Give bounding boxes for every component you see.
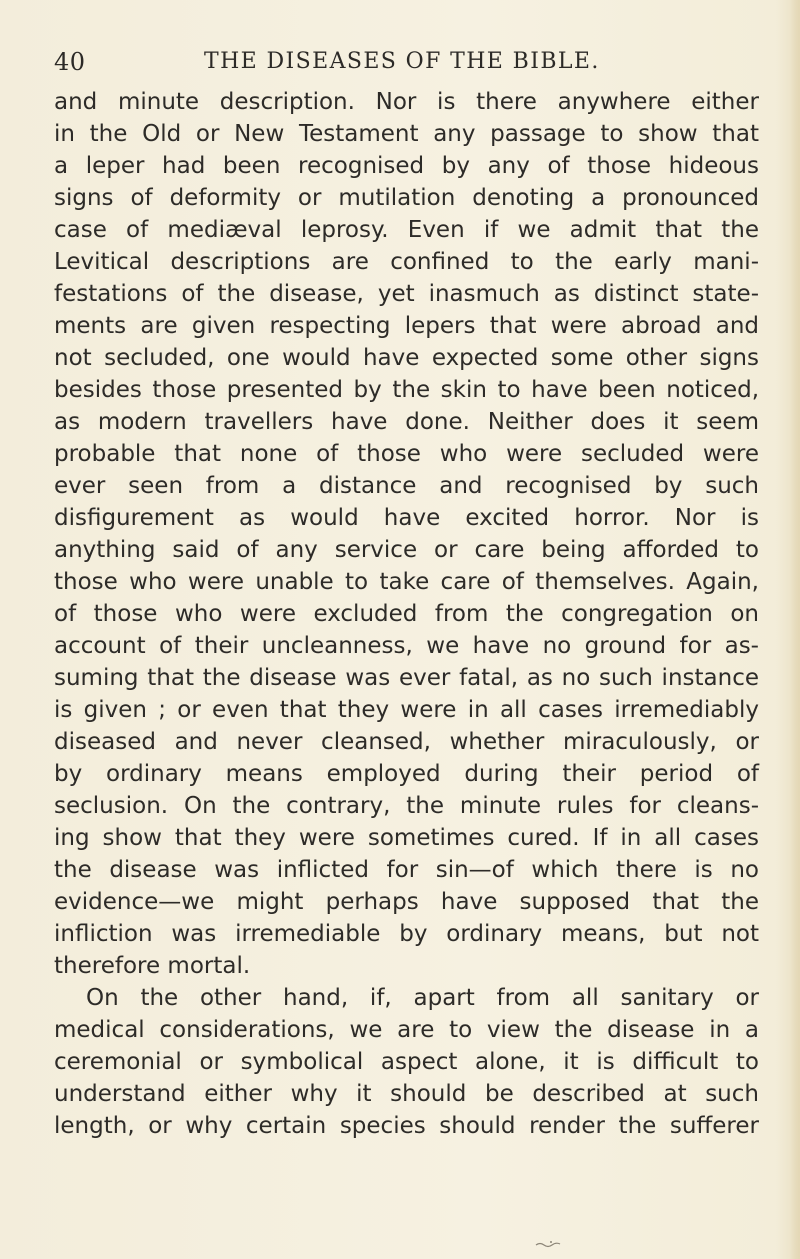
text-line: length, or why certain species should render the sufferer <box>54 1113 759 1139</box>
text-line: besides those presented by the skin to have been noticed, <box>54 377 759 403</box>
text-line: suming that the disease was ever fatal, as no such instance <box>54 665 759 691</box>
text-line: ceremonial or symbolical aspect alone, it is difficult to <box>54 1049 759 1075</box>
text-line: the disease was inflicted for sin—of which there is no <box>54 857 759 883</box>
text-line: understand either why it should be described at such <box>54 1081 759 1107</box>
page-header <box>54 48 759 82</box>
text-line: therefore mortal. <box>54 953 251 979</box>
running-head: THE DISEASES OF THE BIBLE. <box>204 49 600 74</box>
text-line: infliction was irremediable by ordinary means, but not <box>54 921 759 947</box>
text-line: festations of the disease, yet inasmuch as distinct state- <box>54 281 759 307</box>
text-line: account of their uncleanness, we have no ground for as- <box>54 633 759 659</box>
text-line: Levitical descriptions are confined to the early mani- <box>54 249 759 275</box>
text-line: evidence—we might perhaps have supposed that the <box>54 889 759 915</box>
text-line: those who were unable to take care of themselves. Again, <box>54 569 759 595</box>
text-line: of those who were excluded from the congregation on <box>54 601 759 627</box>
text-line: ever seen from a distance and recognised by such <box>54 473 759 499</box>
text-line: ments are given respecting lepers that were abroad and <box>54 313 759 339</box>
text-line: medical considerations, we are to view the disease in a <box>54 1017 759 1043</box>
text-line: as modern travellers have done. Neither does it seem <box>54 409 759 435</box>
printer-mark-icon <box>535 1240 563 1248</box>
text-line: seclusion. On the contrary, the minute rules for cleans- <box>54 793 759 819</box>
text-line: case of mediæval leprosy. Even if we admit that the <box>54 217 759 243</box>
page-edge-shadow <box>790 0 800 1259</box>
text-line: On the other hand, if, apart from all sanitary or <box>86 985 759 1011</box>
text-line: and minute description. Nor is there anywhere either <box>54 89 759 115</box>
text-line: anything said of any service or care being afforded to <box>54 537 759 563</box>
text-line: disfigurement as would have excited horror. Nor is <box>54 505 759 531</box>
text-line: diseased and never cleansed, whether miraculously, or <box>54 729 759 755</box>
page-number: 40 <box>54 48 86 76</box>
text-line: is given ; or even that they were in all cases irremediably <box>54 697 759 723</box>
text-line: probable that none of those who were secluded were <box>54 441 759 467</box>
text-line: not secluded, one would have expected some other signs <box>54 345 759 371</box>
text-line: in the Old or New Testament any passage to show that <box>54 121 759 147</box>
text-line: ing show that they were sometimes cured. If in all cases <box>54 825 759 851</box>
text-line: by ordinary means employed during their period of <box>54 761 759 787</box>
text-line: signs of deformity or mutilation denoting a pronounced <box>54 185 759 211</box>
body-text <box>54 86 759 1142</box>
text-line: a leper had been recognised by any of those hideous <box>54 153 759 179</box>
